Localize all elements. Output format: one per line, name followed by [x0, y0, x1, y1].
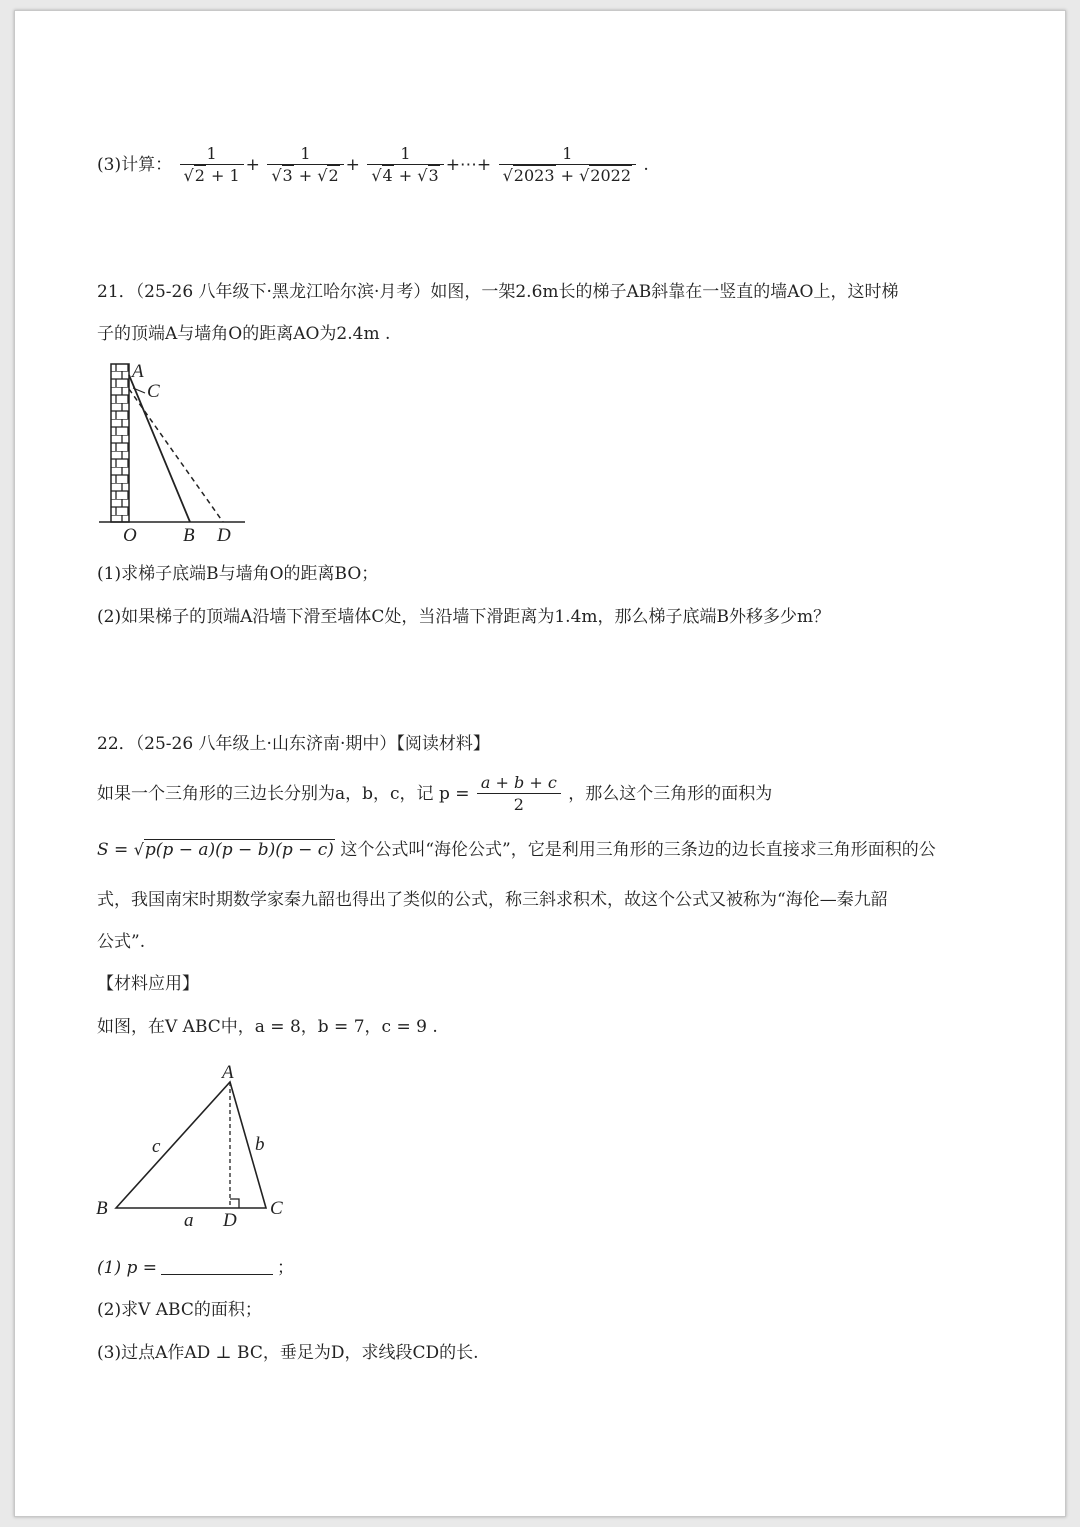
- q22-line-d: 公式”.: [97, 932, 146, 952]
- fraction-term-2: $\frac{1}{√3 + √2}$: [267, 144, 343, 187]
- sqrt-sign: √: [133, 840, 144, 859]
- material-heading: 【材料应用】: [97, 974, 199, 994]
- period: .: [643, 155, 649, 175]
- label-C: C: [147, 381, 160, 402]
- fraction-term-last: $\frac{1}{√2023 + √2022}$: [499, 144, 636, 187]
- q22-part1: (1) p = ；: [97, 1258, 295, 1278]
- heron-radicand: p(p − a)(p − b)(p − c): [144, 840, 334, 860]
- q22-line-a: 如果一个三角形的三边长分别为a，b，c，记 p = $\frac{a + b + c}{2}$ ，那么这个三角形的面积为: [97, 773, 773, 814]
- p-fraction: $\frac{a + b + c}{2}$: [477, 773, 561, 816]
- label-c: c: [152, 1136, 161, 1157]
- q22-part3: (3)过点A作AD ⊥ BC，垂足为D，求线段CD的长.: [97, 1343, 479, 1363]
- label-A: A: [132, 361, 144, 382]
- label-C: C: [270, 1198, 283, 1219]
- fraction-term-1: $\frac{1}{√2 + 1}$: [180, 144, 244, 187]
- ladder-cd-dashed: [129, 389, 223, 522]
- q22-line-c: 式，我国南宋时期数学家秦九韶也得出了类似的公式，称三斜求积术，故这个公式又被称为“海伦—秦九韶: [97, 890, 888, 910]
- ladder-figure: [95, 355, 255, 547]
- fraction-term-3: $\frac{1}{√4 + √3}$: [367, 144, 443, 187]
- formula-s: S =: [97, 840, 129, 860]
- label-A: A: [222, 1062, 234, 1083]
- q21-part2: (2)如果梯子的顶端A沿墙下滑至墙体C处，当沿墙下滑距离为1.4m，那么梯子底端B外移多少m？: [97, 607, 831, 627]
- label-D: D: [217, 525, 231, 546]
- label-D: D: [223, 1210, 237, 1231]
- q20-part3-line: (3)计算： $\frac{1}{√2 + 1}$ + $\frac{1}{√3 + √2}$ + $\frac{1}{√4 + √3}$ +⋯+ $\frac{1}{√2023 + √2022}$ .: [97, 144, 649, 185]
- right-angle-mark: [230, 1199, 239, 1208]
- triangle-figure: [92, 1060, 302, 1235]
- q20-part3-label: (3)计算：: [97, 155, 173, 175]
- q21-line1: 21．（25-26 八年级下·黑龙江哈尔滨·月考）如图，一架2.6m长的梯子AB斜靠在一竖直的墙AO上，这时梯: [97, 282, 899, 302]
- q22-line-b: S = √p(p − a)(p − b)(p − c) 这个公式叫“海伦公式”，它是利用三角形的三条边的边长直接求三角形面积的公: [97, 840, 936, 860]
- label-B: B: [96, 1198, 108, 1219]
- q22-given: 如图，在V ABC中，a = 8，b = 7，c = 9 .: [97, 1017, 438, 1037]
- label-b: b: [255, 1134, 265, 1155]
- q22-header: 22．（25-26 八年级上·山东济南·期中）【阅读材料】: [97, 734, 490, 754]
- worksheet-page: [14, 10, 1066, 1517]
- label-B: B: [183, 525, 195, 546]
- label-a: a: [184, 1210, 194, 1231]
- q21-line2: 子的顶端A与墙角O的距离AO为2.4m .: [97, 324, 391, 344]
- ellipsis: +⋯+: [445, 155, 492, 175]
- brick-wall: [111, 364, 129, 522]
- label-O: O: [123, 525, 137, 546]
- answer-blank[interactable]: [161, 1256, 273, 1275]
- q22-part2: (2)求V ABC的面积；: [97, 1300, 262, 1320]
- triangle-abc: [116, 1082, 266, 1208]
- q21-part1: (1)求梯子底端B与墙角O的距离BO；: [97, 564, 379, 584]
